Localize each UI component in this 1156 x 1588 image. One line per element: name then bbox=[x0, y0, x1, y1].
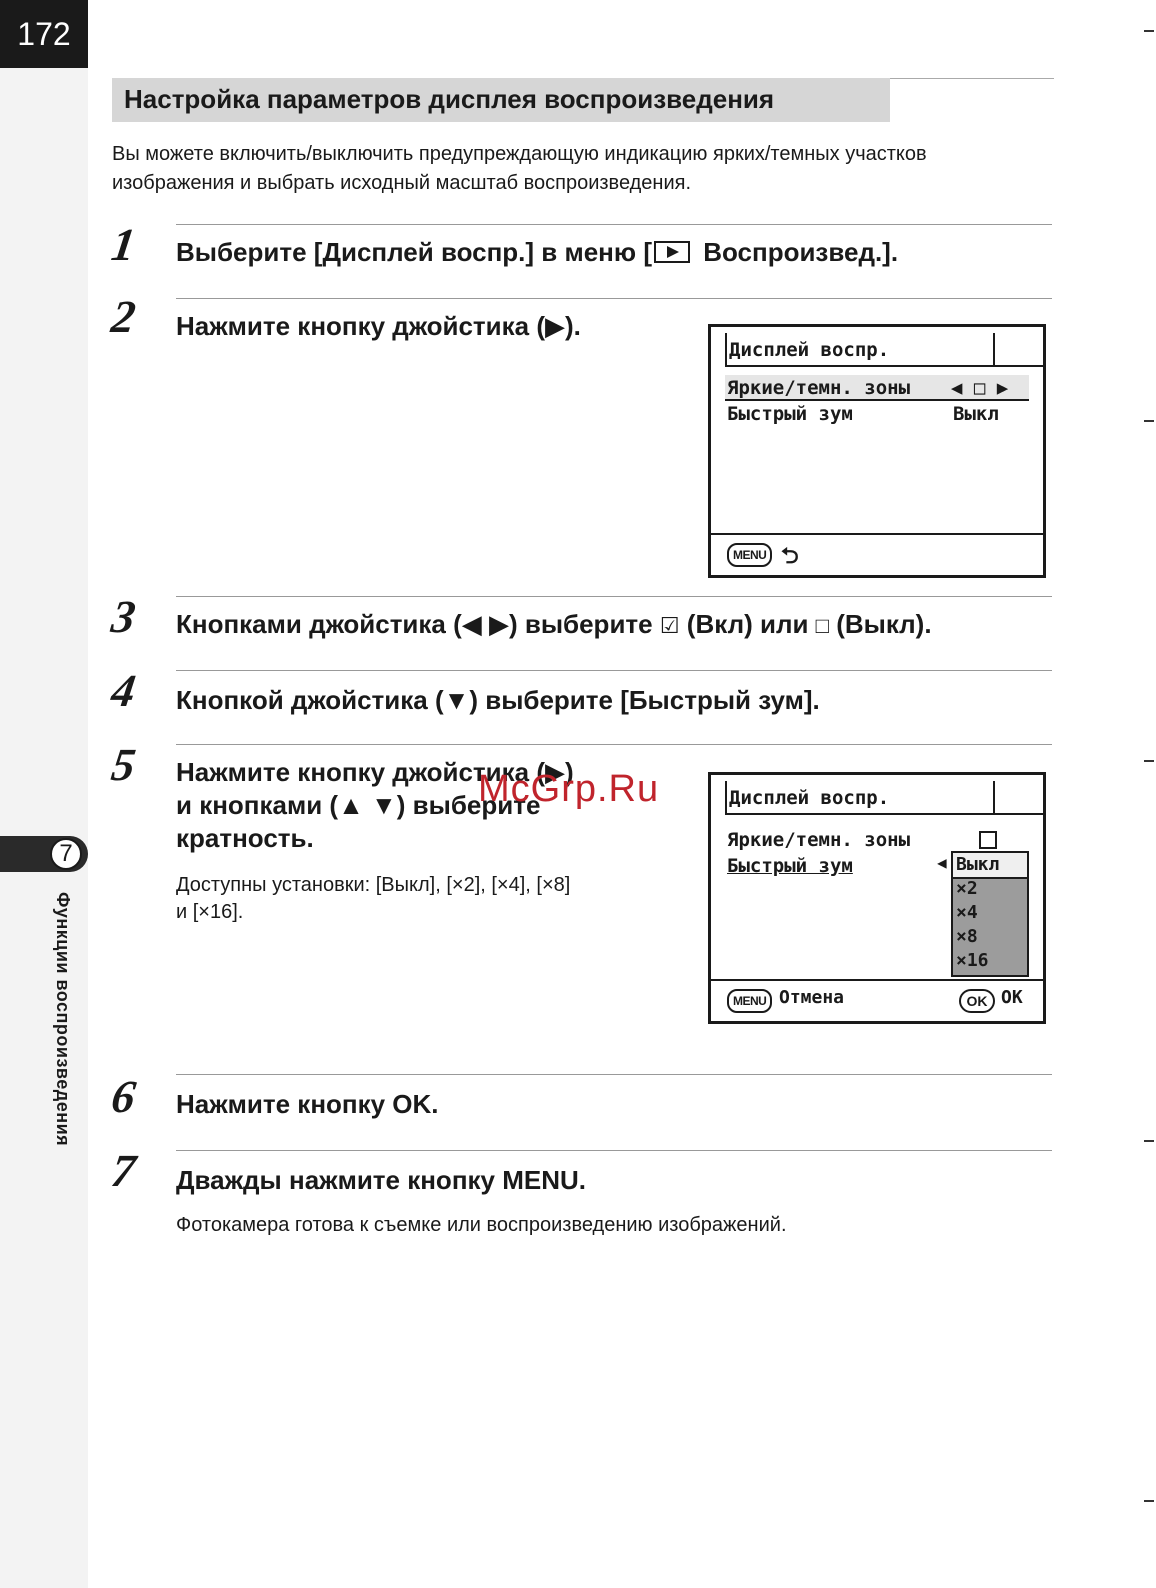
screen-footer-line bbox=[711, 533, 1043, 535]
zoom-option: Выкл bbox=[956, 854, 1000, 875]
step-title: Нажмите кнопку джойстика (▶). bbox=[176, 311, 581, 341]
step-note-line: и [×16]. bbox=[176, 901, 244, 923]
zoom-options-dropdown bbox=[951, 851, 1029, 977]
zoom-option: ×16 bbox=[956, 950, 989, 971]
menu-button-badge: MENU bbox=[727, 543, 772, 567]
step-divider bbox=[176, 744, 1052, 745]
step-title bbox=[176, 236, 898, 269]
step-title-text: Выберите [Дисплей воспр.] в меню [ bbox=[176, 237, 652, 267]
scan-edge-mark bbox=[1144, 30, 1154, 32]
step-number: 7 bbox=[108, 1145, 139, 1196]
selection-marker-icon: ◀ bbox=[937, 853, 947, 872]
step-number: 3 bbox=[108, 591, 139, 642]
checkbox-off-icon bbox=[979, 831, 997, 849]
step-title-line: и кнопками (▲ ▼) выберите bbox=[176, 790, 541, 820]
zoom-option: ×8 bbox=[956, 926, 978, 947]
chapter-label: Функции воспроизведения bbox=[53, 892, 73, 1147]
step-title: Нажмите кнопку OK. bbox=[176, 1089, 439, 1119]
section-title-rule bbox=[890, 78, 1054, 79]
step-number: 5 bbox=[108, 739, 139, 790]
zoom-option: ×2 bbox=[956, 878, 978, 899]
step-note-line: Доступны установки: [Выкл], [×2], [×4], [×8] bbox=[176, 874, 571, 896]
step-title-text: Воспроизвед.]. bbox=[695, 237, 899, 267]
step-divider bbox=[176, 596, 1052, 597]
step-divider bbox=[176, 298, 1052, 299]
step-number: 4 bbox=[108, 665, 139, 716]
menu-row-quick-zoom: Быстрый зум bbox=[727, 403, 853, 425]
menu-row-highlights: Яркие/темн. зоны bbox=[727, 829, 911, 851]
step-title-text: (Вкл) или bbox=[679, 609, 816, 639]
scan-edge-mark bbox=[1144, 1140, 1154, 1142]
checkbox-on-icon: ☑ bbox=[659, 613, 680, 638]
chapter-number: 7 bbox=[50, 838, 82, 870]
scan-edge-mark bbox=[1144, 760, 1154, 762]
camera-screen-1 bbox=[708, 324, 1046, 578]
ok-button-badge: OK bbox=[959, 989, 995, 1013]
menu-row-quick-zoom: Быстрый зум bbox=[727, 855, 853, 877]
step-note: Фотокамера готова к съемке или воспроизведению изображений. bbox=[176, 1214, 787, 1236]
ok-label: OK bbox=[1001, 987, 1023, 1008]
screen-tab-line bbox=[995, 365, 1043, 367]
step-divider bbox=[176, 224, 1052, 225]
scan-edge-mark bbox=[1144, 420, 1154, 422]
screen-title: Дисплей воспр. bbox=[729, 339, 890, 361]
screen-tab-line bbox=[995, 813, 1043, 815]
scan-edge-mark bbox=[1144, 1500, 1154, 1502]
back-arrow-icon: ⮌ bbox=[781, 544, 799, 569]
screen-title: Дисплей воспр. bbox=[729, 787, 890, 809]
step-title-line: кратность. bbox=[176, 823, 314, 853]
step-number: 2 bbox=[108, 291, 139, 342]
page-number: 172 bbox=[0, 0, 88, 68]
quick-zoom-value: Выкл bbox=[953, 403, 999, 425]
cancel-label: Отмена bbox=[779, 987, 845, 1008]
section-title: Настройка параметров дисплея воспроизведения bbox=[124, 84, 775, 114]
checkbox-off-icon: □ bbox=[815, 613, 829, 638]
zoom-option: ×4 bbox=[956, 902, 978, 923]
step-number: 1 bbox=[108, 219, 139, 270]
step-note bbox=[176, 872, 570, 926]
step-number: 6 bbox=[108, 1071, 139, 1122]
watermark: McGrp.Ru bbox=[478, 768, 660, 810]
step-title: Дважды нажмите кнопку MENU. bbox=[176, 1165, 586, 1195]
screen-footer-line bbox=[711, 979, 1043, 981]
side-strip bbox=[0, 0, 88, 1588]
playback-icon bbox=[654, 241, 690, 263]
camera-screen-2 bbox=[708, 772, 1046, 1024]
step-divider bbox=[176, 1150, 1052, 1151]
step-title-line: Нажмите кнопку джойстика (▶) bbox=[176, 757, 574, 787]
menu-row-highlights: Яркие/темн. зоны bbox=[727, 377, 911, 399]
step-title-text: (Выкл). bbox=[828, 609, 932, 639]
intro-paragraph: Вы можете включить/выключить предупреждающую индикацию ярких/темных участков изображения и выбрать исходный масштаб воспроизведения. bbox=[112, 143, 927, 194]
step-title-text: Кнопками джойстика (◀ ▶) выберите bbox=[176, 609, 660, 639]
step-title bbox=[176, 608, 932, 642]
highlights-value: ◀ □ ▶ bbox=[951, 377, 1009, 399]
step-title: Кнопкой джойстика (▼) выберите [Быстрый зум]. bbox=[176, 685, 820, 715]
menu-button-badge: MENU bbox=[727, 989, 772, 1013]
step-divider bbox=[176, 670, 1052, 671]
step-divider bbox=[176, 1074, 1052, 1075]
